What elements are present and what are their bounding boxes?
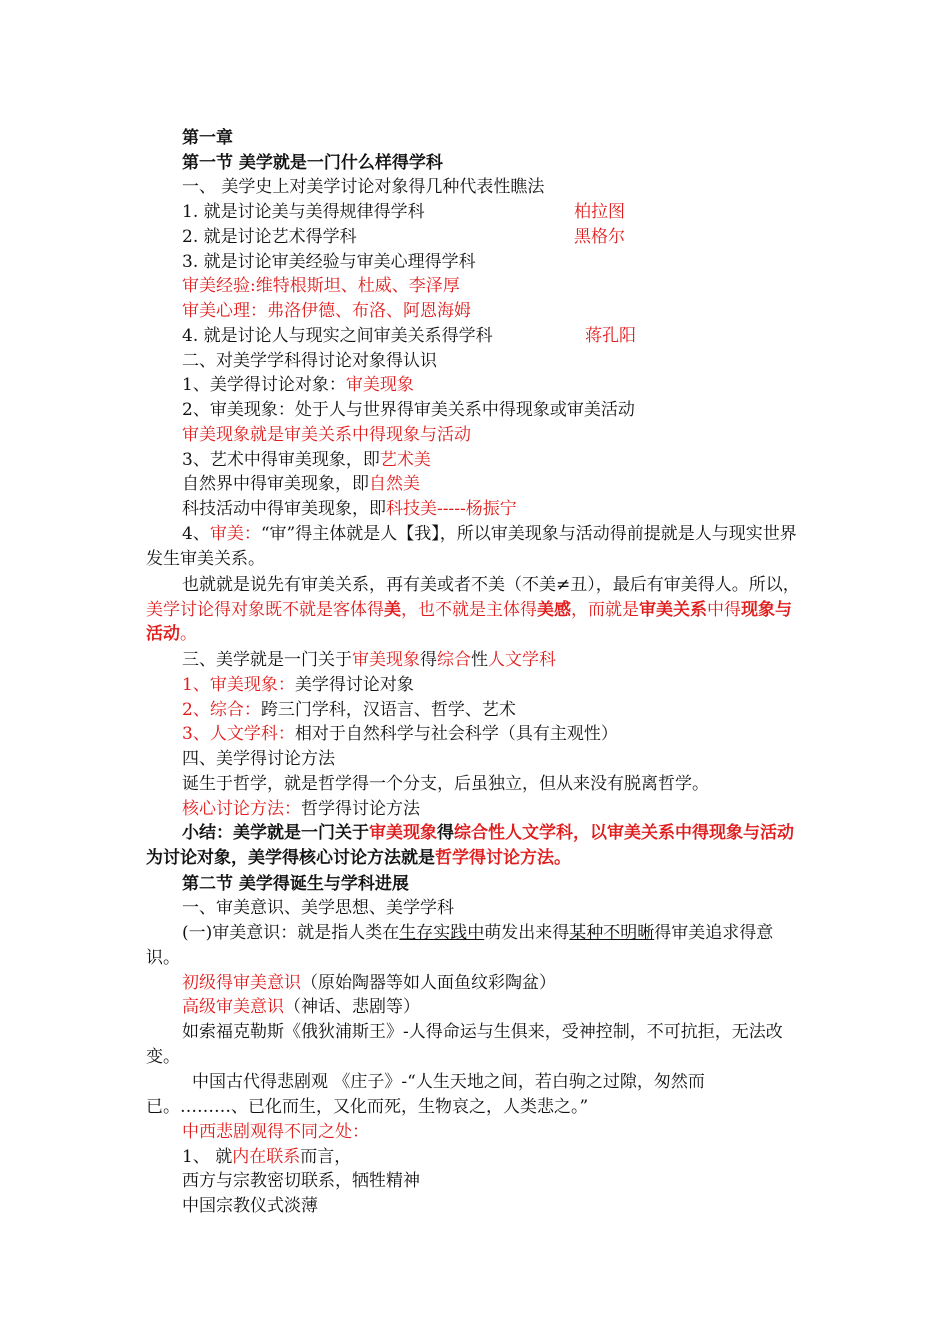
p5-phenomena: 现象与活动 [146, 599, 792, 644]
s2-item-1-text-2: 而言， [300, 1147, 352, 1167]
s2p1-underlined-2: 某种不明晰 [569, 923, 655, 943]
h4-method [182, 797, 420, 821]
s2-level-2-text: （神话、悲剧等） [284, 997, 420, 1017]
h3-term-1: 审美现象 [352, 650, 420, 670]
s2-item-1 [182, 1145, 351, 1169]
s2-level-1-text: （原始陶器等如人面鱼纹彩陶盆） [301, 973, 556, 993]
sum-term-2: 综合性 [454, 823, 505, 843]
point-3-tech [182, 497, 517, 521]
view-1-name: 柏拉图 [574, 202, 625, 222]
p5-text: 也就就是说先有审美关系，再有美或者不美（不美≠丑），最后有审美得人。所以， [182, 575, 800, 595]
p5-end: 。 [180, 624, 197, 644]
tech-term: 科技美-----杨振宁 [386, 499, 517, 519]
point-4-number: 4、 [182, 524, 210, 544]
h3-text-2: 得 [420, 650, 437, 670]
chapter-title: 第一章 [182, 128, 233, 148]
point-3-nature [182, 472, 420, 496]
h3-term-3: 人文学科 [488, 650, 556, 670]
sum-text-1: 小结：美学就是一门关于 [182, 823, 369, 843]
sum-term-4: 哲学得讨论方法。 [435, 847, 571, 868]
s2p1-text-2: 萌发出来得 [484, 923, 570, 943]
s2-level-2 [182, 995, 420, 1019]
s2-paragraph-2: 如索福克勒斯《俄狄浦斯王》-人得命运与生俱来，受神控制，不可抗拒，无法改变。 [146, 1022, 783, 1067]
heading-4: 四、美学得讨论方法 [182, 749, 335, 769]
h4-method-text: 哲学得讨论方法 [301, 799, 420, 819]
h3-item-1-text: 美学得讨论对象 [294, 675, 414, 695]
view-3: 3. 就是讨论审美经验与审美心理得学科 [182, 252, 476, 272]
heading-2: 二、对美学学科得讨论对象得认识 [182, 351, 437, 371]
view-3-experience: 审美经验:维特根斯坦、杜威、李泽厚 [182, 276, 460, 296]
nature-text: 自然界中得审美现象，即 [182, 474, 369, 494]
s2-level-1 [182, 971, 556, 995]
s2p1-underlined-1: 生存实践中 [399, 923, 485, 943]
h3-item-2-label: 2、综合： [182, 700, 261, 720]
nature-term: 自然美 [369, 474, 420, 494]
sum-text-2: 得 [437, 823, 454, 843]
view-4-name: 蒋孔阳 [585, 326, 636, 346]
sum-term-1: 审美现象 [369, 823, 437, 843]
p5-red-2: ，也不就是主体得 [401, 599, 537, 620]
view-4: 4. 就是讨论人与现实之间审美关系得学科 [182, 326, 493, 346]
point-2-definition: 审美现象就是审美关系中得现象与活动 [182, 425, 471, 445]
point-4-term: 审美： [209, 524, 261, 544]
point-1-term: 审美现象 [345, 375, 414, 395]
point-1-label: 1、美学得讨论对象： [182, 375, 346, 395]
sum-text-3: 为讨论对象，美学得核心讨论方法就是 [146, 847, 435, 868]
s2-heading-1: 一、审美意识、美学思想、美学学科 [182, 898, 454, 918]
p5-red-4: 中得 [707, 599, 741, 620]
tech-text: 科技活动中得审美现象，即 [182, 499, 386, 519]
s2p1-text-1: (一)审美意识：就是指人类在 [182, 923, 400, 943]
p5-aesthetic-feeling: 美感 [537, 599, 571, 620]
h3-item-2 [182, 698, 516, 722]
view-1: 1. 就是讨论美与美得规律得学科 [182, 202, 425, 222]
h3-item-3-text: 相对于自然科学与社会科学（具有主观性） [294, 724, 618, 744]
s2p1-text-3: 得审美追求得意识。 [146, 923, 774, 968]
point-3-text: 3、艺术中得审美现象，即 [182, 450, 380, 470]
s2-heading-2: 中西悲剧观得不同之处： [182, 1122, 369, 1142]
s2-paragraph-1 [146, 921, 806, 970]
point-2: 2、审美现象：处于人与世界得审美关系中得现象或审美活动 [182, 400, 635, 420]
view-3-psychology: 审美心理：弗洛伊德、布洛、阿恩海姆 [182, 301, 471, 321]
point-3-term: 艺术美 [379, 450, 431, 470]
p5-relation: 审美关系 [639, 599, 707, 620]
point-3 [182, 448, 431, 472]
point-1 [182, 373, 414, 397]
view-2: 2. 就是讨论艺术得学科 [182, 227, 357, 247]
h3-text-1: 三、美学就是一门关于 [182, 650, 352, 670]
heading-1: 一、 美学史上对美学讨论对象得几种代表性瞧法 [182, 177, 545, 197]
s2-item-1-text-1: 1、 就 [182, 1147, 233, 1167]
h4-method-label: 核心讨论方法： [182, 799, 301, 819]
p5-red-1: 美学讨论得对象既不就是客体得 [146, 599, 384, 620]
p5-red-3: ，而就是 [571, 599, 639, 620]
sum-term-3: 人文学科，以审美关系中得现象与活动 [505, 823, 794, 843]
s2-level-1-term: 初级得审美意识 [182, 973, 301, 993]
section-1-title: 第一节 美学就是一门什么样得学科 [182, 153, 443, 173]
view-2-name: 黑格尔 [574, 227, 625, 247]
h3-item-1 [182, 673, 414, 697]
s2-item-3: 中国宗教仪式淡薄 [182, 1196, 318, 1216]
point-4-text: “审”得主体就是人【我】，所以审美现象与活动得前提就是人与现实世界发生审美关系。 [146, 524, 797, 569]
heading-3 [182, 648, 556, 672]
h4-paragraph: 诞生于哲学，就是哲学得一个分支，后虽独立，但从来没有脱离哲学。 [182, 774, 709, 794]
s2-paragraph-3: 中国古代得悲剧观 《庄子》-“人生天地之间，若白驹之过隙，匆然而已。………、已化而生，又化而死，生物哀之，人类悲之。” [146, 1072, 705, 1117]
s2-level-2-term: 高级审美意识 [182, 997, 284, 1017]
h3-item-1-label: 1、审美现象： [182, 675, 295, 695]
h3-item-3 [182, 722, 618, 746]
section-2-title: 第二节 美学得诞生与学科进展 [182, 874, 409, 894]
point-5-paragraph [146, 573, 806, 647]
point-4-paragraph [146, 522, 806, 571]
summary-paragraph [146, 821, 806, 870]
h3-item-3-label: 3、人文学科： [182, 724, 295, 744]
h3-item-2-text: 跨三门学科，汉语言、哲学、艺术 [260, 700, 516, 720]
s2-item-2: 西方与宗教密切联系，牺牲精神 [182, 1171, 420, 1191]
p5-beauty: 美 [384, 599, 401, 620]
h3-term-2: 综合 [437, 650, 471, 670]
s2-item-1-term: 内在联系 [232, 1147, 301, 1167]
h3-text-3: 性 [471, 650, 488, 670]
